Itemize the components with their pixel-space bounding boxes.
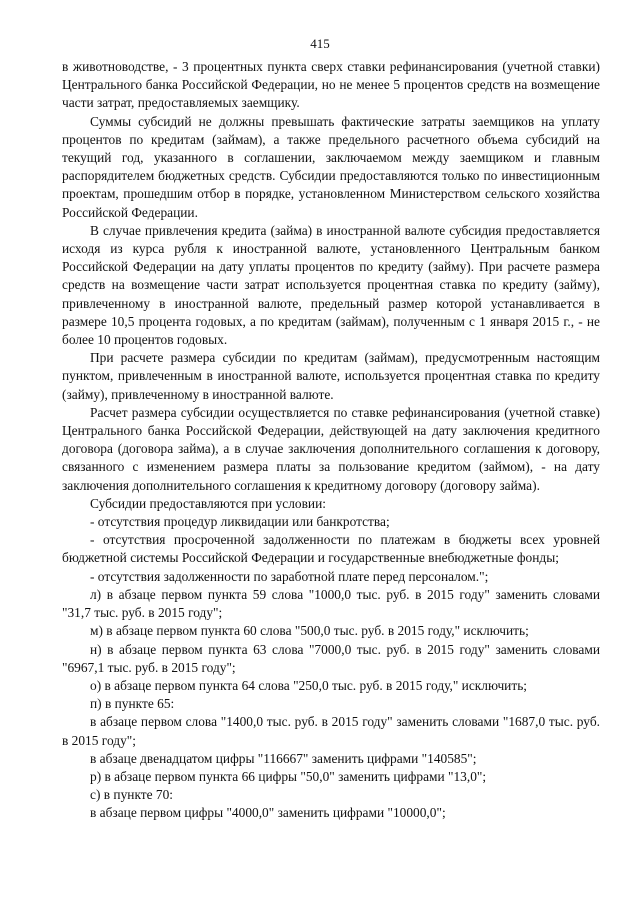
paragraph: о) в абзаце первом пункта 64 слова "250,0 тыс. руб. в 2015 году," исключить; bbox=[90, 677, 528, 693]
paragraph: - отсутствия просроченной задолженности по платежам в бюджеты всех уровней бюджетной системы Российской Федерации и государственные внебюджетные фонды; bbox=[62, 532, 600, 566]
paragraph: в животноводстве, - 3 процентных пункта сверх ставки рефинансирования (учетной ставки) Центрального банка Российской Федерации, но не менее 5 процентов средств на возмещение части затрат, предоставляемых заемщику. bbox=[62, 59, 600, 111]
paragraph: м) в абзаце первом пункта 60 слова "500,0 тыс. руб. в 2015 году," исключить; bbox=[90, 623, 529, 639]
paragraph: р) в абзаце первом пункта 66 цифры "50,0" заменить цифрами "13,0"; bbox=[90, 768, 487, 784]
paragraph: л) в абзаце первом пункта 59 слова "1000,0 тыс. руб. в 2015 году" заменить словами "31,7 тыс. руб. в 2015 году"; bbox=[62, 586, 600, 621]
paragraph: в абзаце первом цифры "4000,0" заменить цифрами "10000,0"; bbox=[90, 805, 446, 821]
paragraph: н) в абзаце первом пункта 63 слова "7000,0 тыс. руб. в 2015 году" заменить словами "6967,1 тыс. руб. в 2015 году"; bbox=[62, 641, 600, 675]
paragraph: Суммы субсидий не должны превышать фактические затраты заемщиков на уплату процентов по кредитам (займам), а также предельного расчетного объема субсидий на текущий год, указанного в соглашении, заключаемом между заемщиком и главным распорядителем бюджетных средств. Субсидии предоставляются только по инвестиционным проектам, прошедшим отбор в порядке, установленном Министерством сельского хозяйства Российской Федерации. bbox=[62, 113, 600, 220]
paragraph: Субсидии предоставляются при условии: bbox=[90, 495, 326, 511]
paragraph: п) в пункте 65: bbox=[90, 696, 175, 712]
paragraph: в абзаце первом слова "1400,0 тыс. руб. в 2015 году" заменить словами "1687,0 тыс. руб. в 2015 году"; bbox=[62, 714, 600, 748]
paragraph: При расчете размера субсидии по кредитам (займам), предусмотренным настоящим пунктом, привлеченным в иностранной валюте, используется процентная ставка по кредиту (займу), привлеченному в иностранной валюте. bbox=[62, 350, 600, 402]
paragraph: в абзаце двенадцатом цифры "116667" заменить цифрами "140585"; bbox=[90, 750, 477, 766]
page-number: 415 bbox=[310, 36, 330, 51]
paragraph: В случае привлечения кредита (займа) в иностранной валюте субсидия предоставляется исходя из курса рубля к иностранной валюте, установленного Центральным банком Российской Федерации на дату уплаты процентов по кредиту (займу). При расчете размера средств на возмещение части затрат используется процентная ставка по кредиту (займу), привлеченному в иностранной валюте, предельный размер которой устанавливается в размере 10,5 процента годовых, а по кредитам (займам), полученным с 1 января 2015 г., - не более 10 процентов годовых. bbox=[62, 222, 600, 348]
document-body bbox=[62, 58, 600, 823]
paragraph: с) в пункте 70: bbox=[90, 787, 174, 803]
paragraph: - отсутствия процедур ликвидации или банкротства; bbox=[90, 514, 390, 530]
paragraph: - отсутствия задолженности по заработной плате перед персоналом."; bbox=[90, 568, 489, 584]
paragraph: Расчет размера субсидии осуществляется по ставке рефинансирования (учетной ставке) Центрального банка Российской Федерации, действующей на дату заключения кредитного договора (договора займа), а в случае заключения дополнительного соглашения к договору, связанного с изменением размера платы за пользование кредитом (займом), - на дату заключения дополнительного соглашения к кредитному договору (договору займа). bbox=[62, 404, 600, 493]
